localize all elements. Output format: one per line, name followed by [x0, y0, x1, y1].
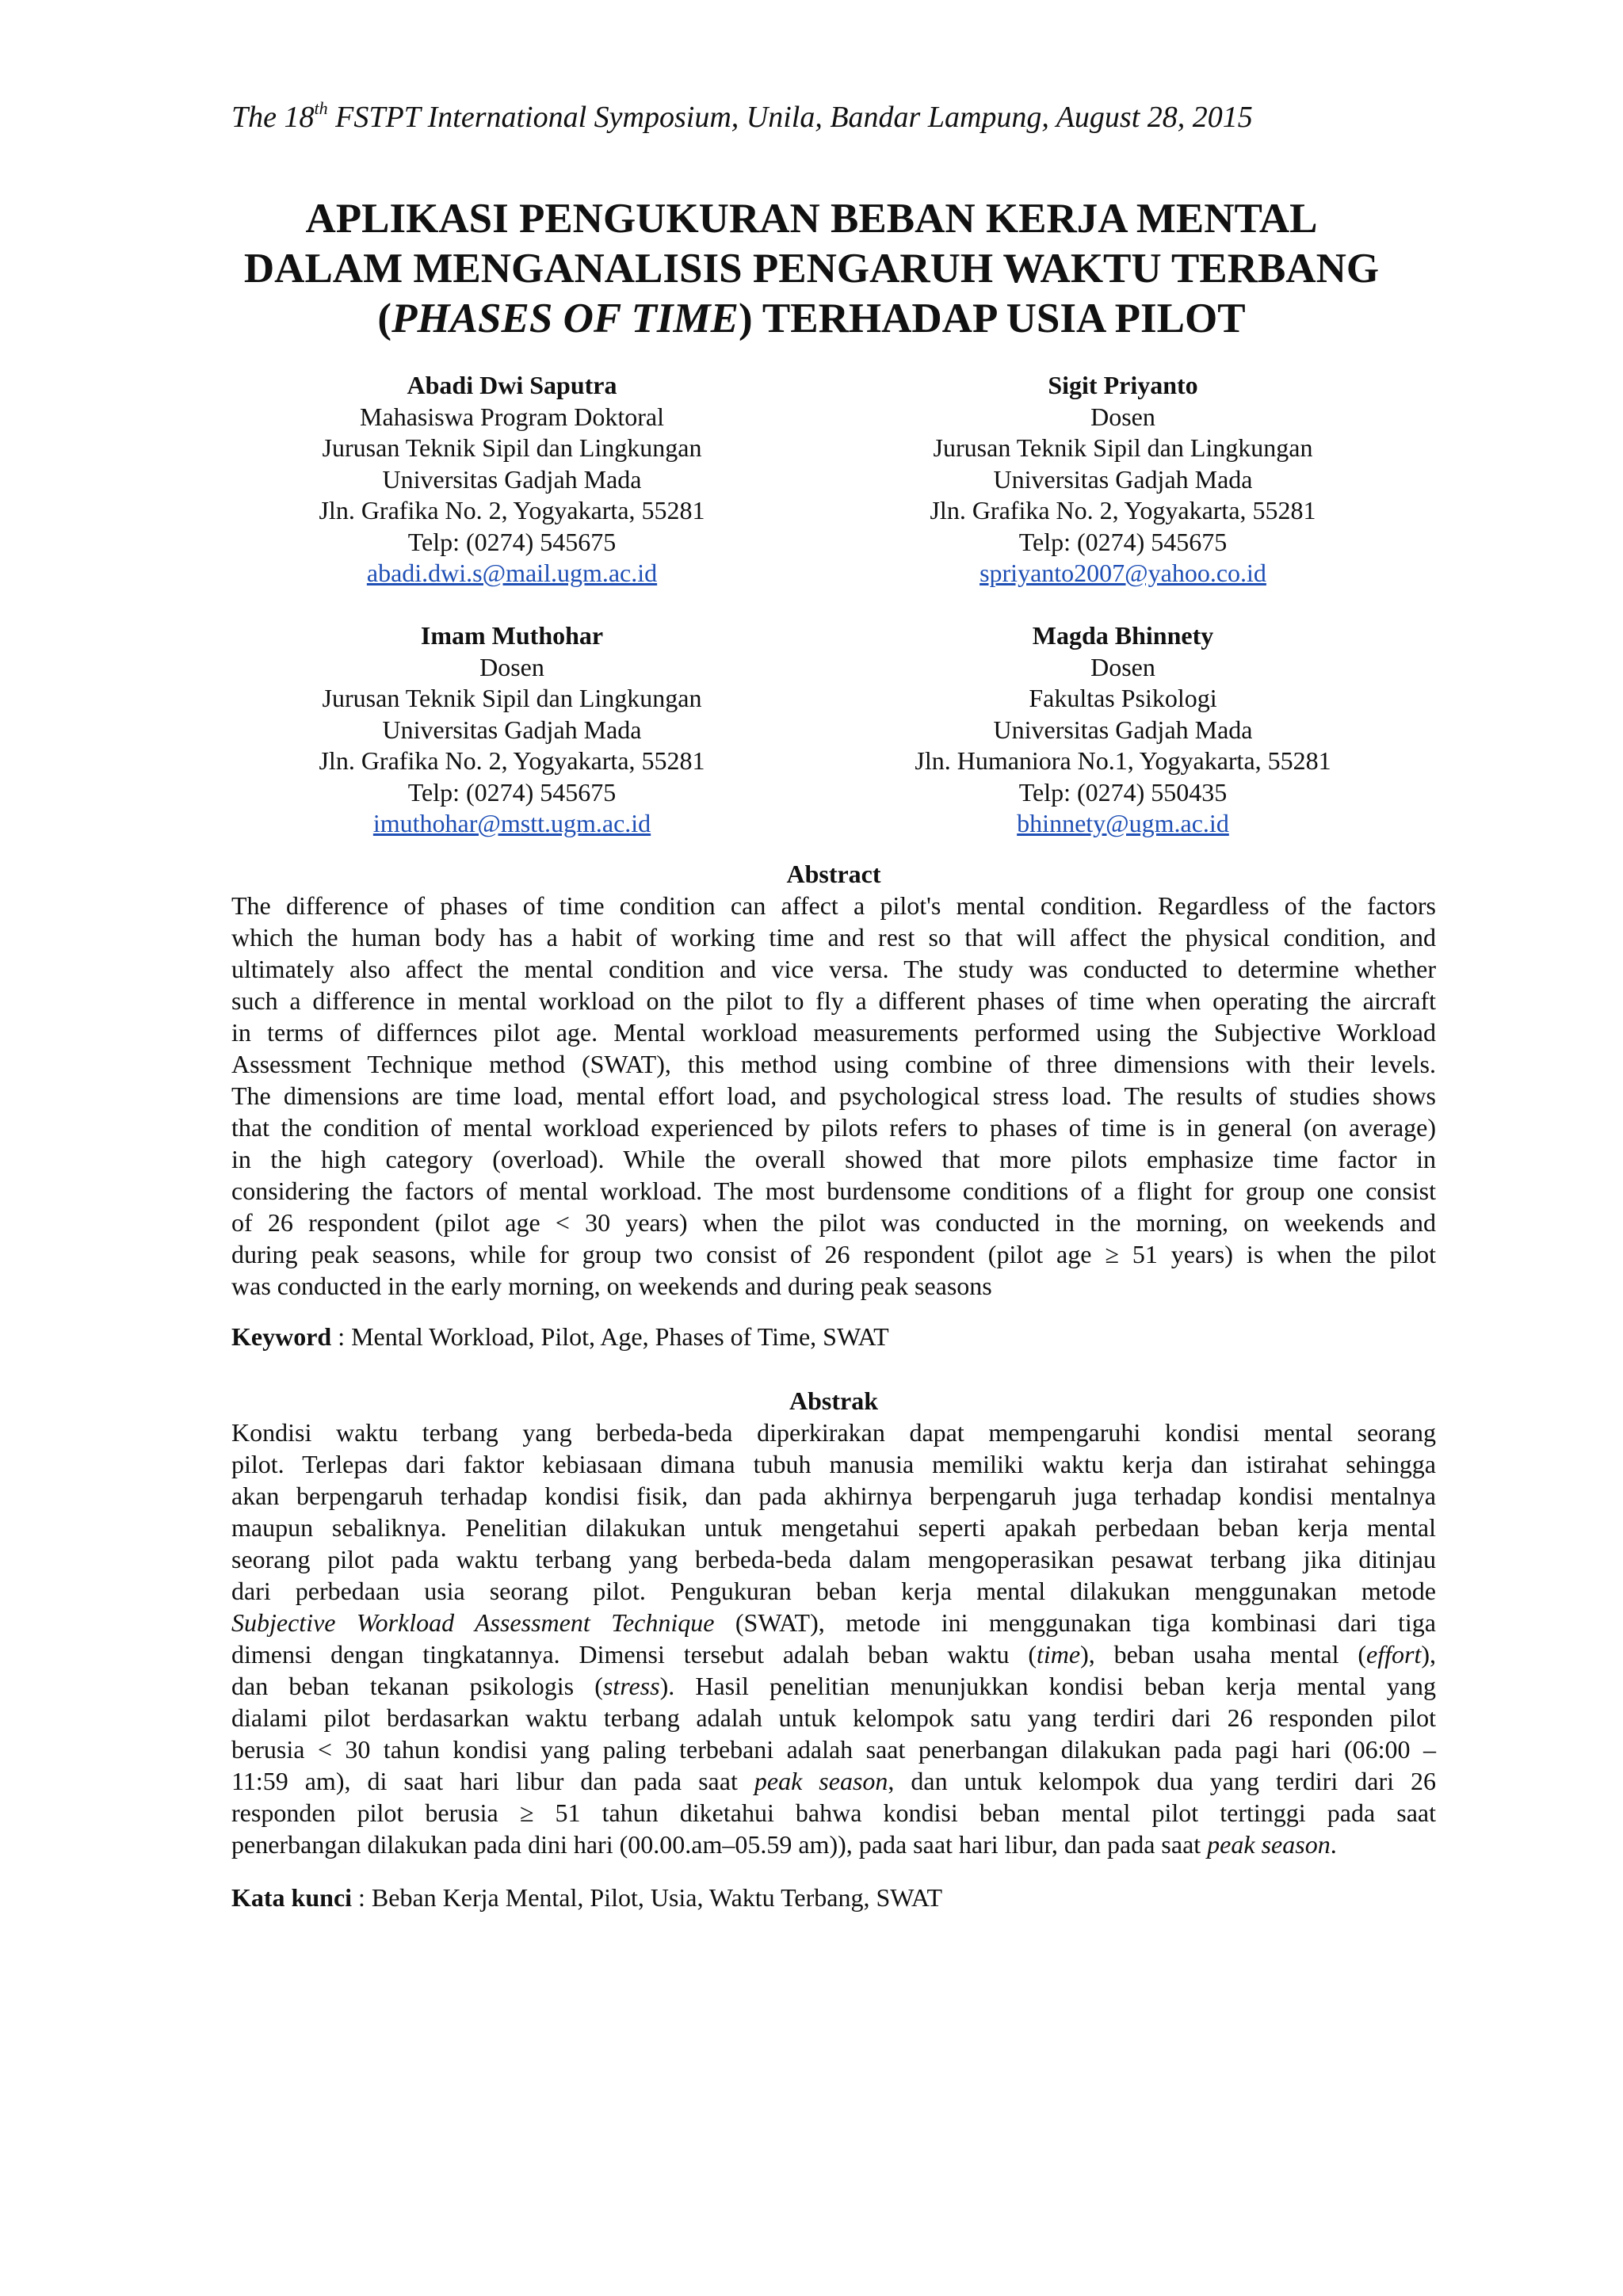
- author-phone: Telp: (0274) 545675: [407, 527, 617, 556]
- abstract-line: was conducted in the early morning, on weekends and during peak seasons: [231, 1272, 992, 1300]
- author-dept: Fakultas Psikologi: [1029, 684, 1217, 712]
- text-run: penerbangan dilakukan pada dini hari (00.00.am–05.59 am)), pada saat hari libur, dan pada saat: [231, 1830, 1208, 1859]
- author-phone: Telp: (0274) 550435: [1018, 777, 1228, 807]
- abstract-line: considering the factors of mental workload. The most burdensome conditions of a flight for group one consist: [231, 1177, 1436, 1205]
- text-run: maupun sebaliknya. Penelitian dilakukan untuk mengetahui seperti apakah perbedaan beban kerja mental: [231, 1513, 1436, 1542]
- abstrak-line: [231, 1829, 1436, 1860]
- keyword-label: Keyword: [231, 1322, 332, 1351]
- author-university: Universitas Gadjah Mada: [382, 464, 642, 494]
- title-line-1: APLIKASI PENGUKURAN BEBAN KERJA MENTAL: [305, 196, 1318, 242]
- author-email-link[interactable]: spriyanto2007@yahoo.co.id: [980, 559, 1266, 587]
- abstrak-line: [231, 1607, 1436, 1638]
- author-dept: Jurusan Teknik Sipil dan Lingkungan: [933, 433, 1313, 462]
- text-run: .: [1330, 1830, 1337, 1859]
- text-run: dialami pilot berdasarkan waktu terbang adalah untuk kelompok satu yang terdiri dari 26 responden pilot: [231, 1703, 1436, 1732]
- abstrak-line: [231, 1702, 1436, 1733]
- abstract-line: The dimensions are time load, mental effort load, and psychological stress load. The results of studies shows: [231, 1081, 1436, 1110]
- author-name: Magda Bhinnety: [1032, 621, 1214, 650]
- text-run: ), beban usaha mental (: [1080, 1640, 1367, 1669]
- abstrak-line: [231, 1417, 1436, 1448]
- author-block: [211, 370, 813, 589]
- abstrak-line: [231, 1480, 1436, 1512]
- text-run: (SWAT), metode ini menggunakan tiga kombinasi dari tiga: [714, 1608, 1437, 1637]
- abstract-body: [231, 890, 1436, 1302]
- abstrak-line: [231, 1575, 1436, 1607]
- text-run: dimensi dengan tingkatannya. Dimensi tersebut adalah beban waktu (: [231, 1640, 1037, 1669]
- italic-term: peak season: [754, 1767, 888, 1795]
- abstrak-line: [231, 1797, 1436, 1829]
- kata-kunci-label: Kata kunci: [231, 1883, 353, 1912]
- abstract-line: that the condition of mental workload experienced by pilots refers to phases of time is in general (on average): [231, 1113, 1436, 1142]
- text-run: berusia < 30 tahun kondisi yang paling terbebani adalah saat penerbangan dilakukan pada pagi hari (06:00 –: [231, 1735, 1436, 1764]
- author-email-link[interactable]: bhinnety@ugm.ac.id: [1017, 809, 1229, 837]
- author-role: Dosen: [1090, 652, 1155, 681]
- text-run: dan beban tekanan psikologis (: [231, 1672, 603, 1700]
- abstrak-heading: Abstrak: [789, 1386, 878, 1415]
- kata-kunci-line: [231, 1882, 1436, 1913]
- author-address: Jln. Grafika No. 2, Yogyakarta, 55281: [930, 496, 1316, 524]
- text-run: , dan untuk kelompok dua yang terdiri dari 26: [888, 1767, 1437, 1795]
- title-line-3: (PHASES OF TIME) TERHADAP USIA PILOT: [377, 296, 1246, 341]
- author-university: Universitas Gadjah Mada: [993, 464, 1253, 494]
- italic-term: Subjective Workload Assessment Technique: [231, 1608, 715, 1637]
- author-dept: Jurusan Teknik Sipil dan Lingkungan: [322, 684, 702, 712]
- abstract-line: in terms of differnces pilot age. Mental workload measurements performed using the Subjective Workload: [231, 1018, 1436, 1047]
- author-university: Universitas Gadjah Mada: [382, 715, 642, 744]
- author-dept: Jurusan Teknik Sipil dan Lingkungan: [322, 433, 702, 462]
- abstrak-line: [231, 1512, 1436, 1543]
- abstract-line: Assessment Technique method (SWAT), this method using combine of three dimensions with their levels.: [231, 1050, 1436, 1078]
- author-role: Dosen: [1090, 402, 1155, 431]
- abstract-line: of 26 respondent (pilot age < 30 years) when the pilot was conducted in the morning, on weekends and: [231, 1208, 1436, 1237]
- abstrak-line: [231, 1543, 1436, 1575]
- italic-term: peak season: [1207, 1830, 1331, 1859]
- abstract-line: such a difference in mental workload on the pilot to fly a different phases of time when operating the aircraft: [231, 986, 1436, 1015]
- author-address: Jln. Humaniora No.1, Yogyakarta, 55281: [915, 746, 1331, 775]
- author-name: Imam Muthohar: [420, 621, 604, 650]
- italic-term: time: [1037, 1640, 1081, 1669]
- author-phone: Telp: (0274) 545675: [407, 777, 617, 807]
- text-run: responden pilot berusia ≥ 51 tahun diketahui bahwa kondisi beban mental pilot tertinggi pada saat: [231, 1798, 1436, 1827]
- kata-kunci-text: : Beban Kerja Mental, Pilot, Usia, Waktu Terbang, SWAT: [352, 1883, 943, 1912]
- text-run: ),: [1421, 1640, 1436, 1669]
- running-header: The 18th FSTPT International Symposium, Unila, Bandar Lampung, August 28, 2015: [231, 98, 1253, 134]
- author-email-link[interactable]: abadi.dwi.s@mail.ugm.ac.id: [366, 559, 658, 587]
- keyword-line: [231, 1321, 1436, 1352]
- author-block: [822, 370, 1424, 589]
- author-name: Abadi Dwi Saputra: [407, 371, 617, 399]
- text-run: dari perbedaan usia seorang pilot. Pengukuran beban kerja mental dilakukan menggunakan metode: [231, 1577, 1436, 1605]
- paper-title: [158, 194, 1465, 344]
- abstrak-line: [231, 1638, 1436, 1670]
- author-phone: Telp: (0274) 545675: [1018, 527, 1228, 556]
- keyword-text: : Mental Workload, Pilot, Age, Phases of Time, SWAT: [331, 1322, 889, 1351]
- abstrak-line: [231, 1448, 1436, 1480]
- author-role: Dosen: [479, 652, 544, 681]
- title-line-2: DALAM MENGANALISIS PENGARUH WAKTU TERBANG: [243, 246, 1380, 292]
- author-role: Mahasiswa Program Doktoral: [360, 402, 664, 431]
- text-run: Kondisi waktu terbang yang berbeda-beda diperkirakan dapat mempengaruhi kondisi mental seorang: [231, 1418, 1436, 1447]
- text-run: ). Hasil penelitian menunjukkan kondisi beban kerja mental yang: [659, 1672, 1436, 1700]
- abstract-line: ultimately also affect the mental condition and vice versa. The study was conducted to determine whether: [231, 955, 1436, 983]
- abstrak-line: [231, 1670, 1436, 1702]
- author-address: Jln. Grafika No. 2, Yogyakarta, 55281: [319, 746, 705, 775]
- abstrak-body: [231, 1417, 1436, 1860]
- author-block: [211, 620, 813, 840]
- abstract-line: The difference of phases of time condition can affect a pilot's mental condition. Regardless of the factors: [231, 891, 1436, 920]
- abstract-heading: Abstract: [786, 860, 881, 888]
- abstract-line: during peak seasons, while for group two consist of 26 respondent (pilot age ≥ 51 years) is when the pilot: [231, 1240, 1436, 1268]
- text-run: seorang pilot pada waktu terbang yang berbeda-beda dalam mengoperasikan pesawat terbang jika ditinjau: [231, 1545, 1436, 1573]
- author-email-link[interactable]: imuthohar@mstt.ugm.ac.id: [372, 809, 651, 837]
- text-run: akan berpengaruh terhadap kondisi fisik, dan pada akhirnya berpengaruh juga terhadap kondisi mentalnya: [231, 1482, 1436, 1510]
- author-name: Sigit Priyanto: [1048, 371, 1198, 399]
- italic-term: effort: [1366, 1640, 1422, 1669]
- abstract-line: which the human body has a habit of working time and rest so that will affect the physical condition, and: [231, 923, 1436, 952]
- author-address: Jln. Grafika No. 2, Yogyakarta, 55281: [319, 496, 705, 524]
- abstract-line: in the high category (overload). While the overall showed that more pilots emphasize time factor in: [231, 1145, 1436, 1173]
- italic-term: stress: [602, 1672, 660, 1700]
- abstrak-line: [231, 1733, 1436, 1765]
- abstrak-line: [231, 1765, 1436, 1797]
- text-run: pilot. Terlepas dari faktor kebiasaan dimana tubuh manusia memiliki waktu kerja dan istirahat sehingga: [231, 1450, 1436, 1478]
- author-university: Universitas Gadjah Mada: [993, 715, 1253, 744]
- text-run: 11:59 am), di saat hari libur dan pada saat: [231, 1767, 754, 1795]
- author-block: [822, 620, 1424, 840]
